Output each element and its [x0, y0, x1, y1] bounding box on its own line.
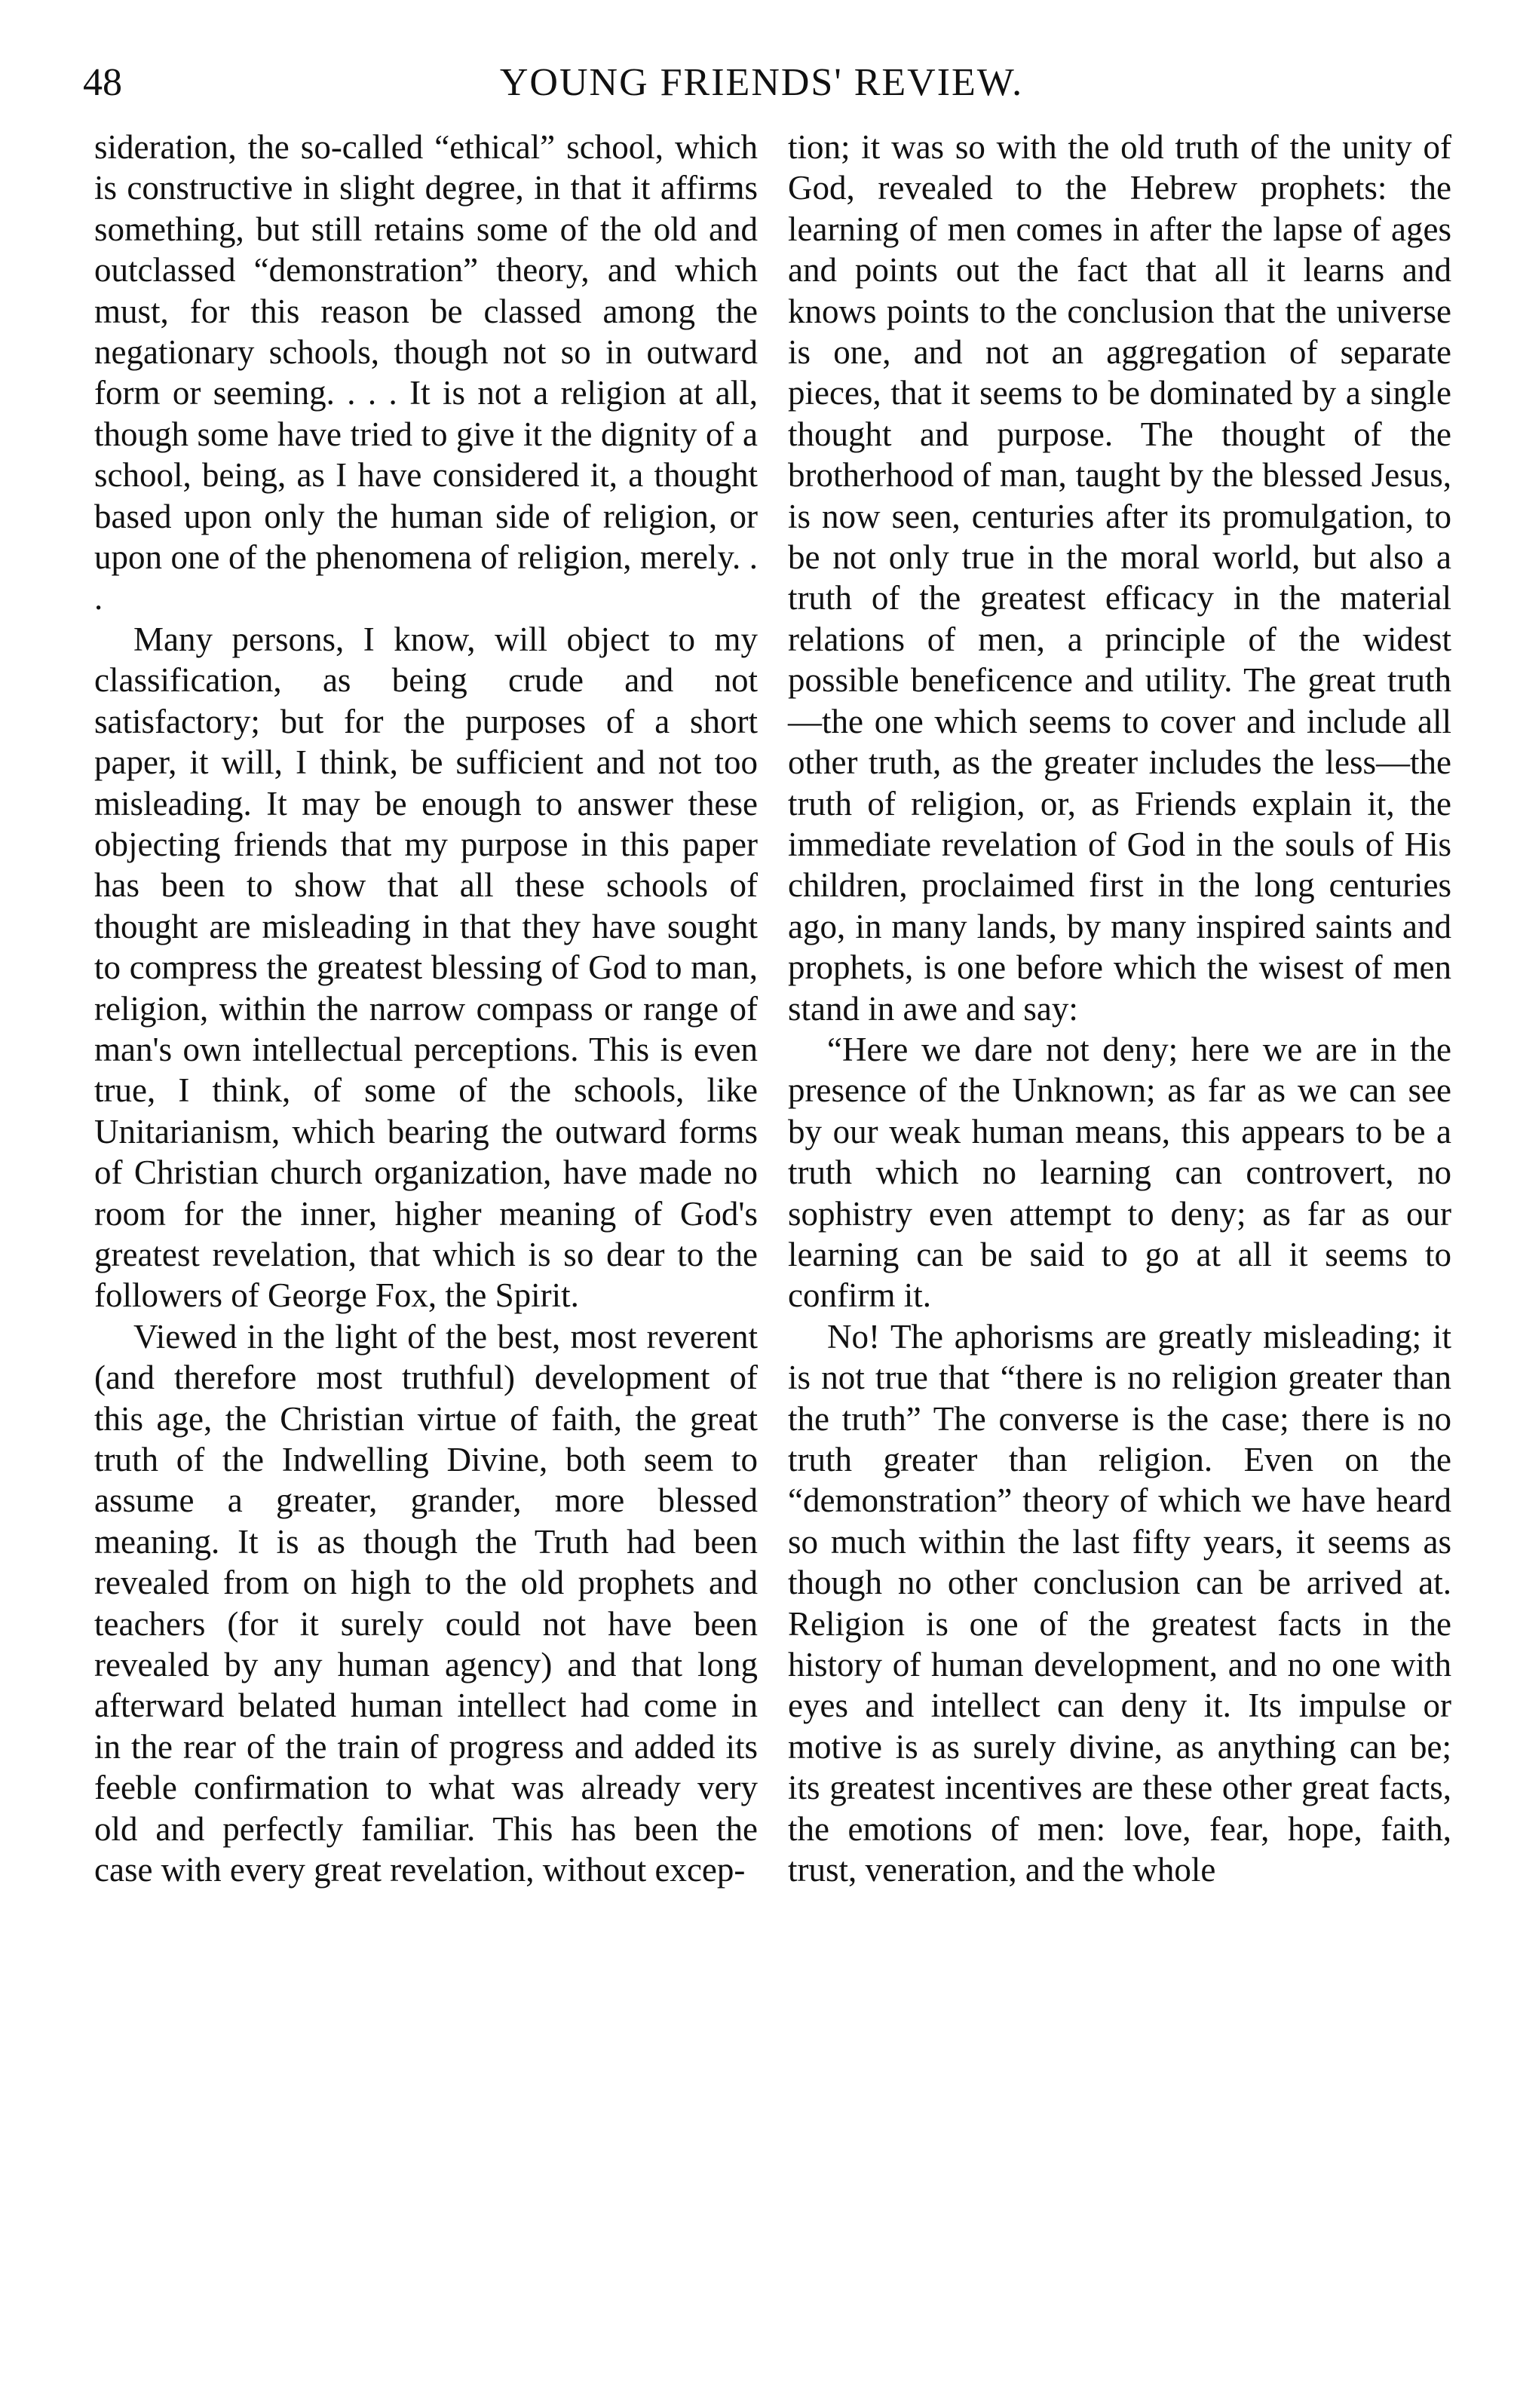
paragraph-continued: tion; it was so with the old truth of the unity of God, revealed to the Hebrew prophets: the learning of men comes in after the lapse of ages and points out the fact that all it learns and knows points to the conclusion that the universe is one, and not an aggregation of separate pieces, that it seems to be dominated by a single thought and purpose. The thought of the brotherhood of man, taught by the blessed Jesus, is now seen, centuries after its promulgation, to be not only true in the moral world, but also a truth of the greatest efficacy in the material relations of men, a principle of the widest possible beneficence and utility. The great truth—the one which seems to cover and include all other truth, as the greater includes the less—the truth of religion, or, as Friends explain it, the immediate revelation of God in the souls of His children, proclaimed first in the long centuries ago, in many lands, by many inspired saints and prophets, is one before which the wisest of men stand in awe and say: — [788, 128, 1451, 1028]
paragraph: Many persons, I know, will object to my classification, as being crude and not satisfactory; but for the purposes of a short paper, it will, I think, be sufficient and not too misleading. It may be enough to answer these objecting friends that my purpose in this paper has been to show that all these schools of thought are misleading in that they have sought to compress the greatest blessing of God to man, religion, within the narrow compass or range of man's own intellectual perceptions. This is even true, I think, of some of the schools, like Unitarianism, which bearing the outward forms of Christian church organization, have made no room for the inner, higher meaning of God's greatest revelation, that which is so dear to the followers of George Fox, the Spirit. — [94, 620, 758, 1315]
paragraph: No! The aphorisms are greatly misleading; it is not true that “there is no religion greater than the truth” The converse is the case; there is no truth greater than religion. Even on the “demonstration” theory of which we have heard so much within the last fifty years, it seems as though no other conclusion can be arrived at. Religion is one of the greatest facts in the history of human development, and no one with eyes and intellect can deny it. Its impulse or motive is as surely divine, as anything can be; its greatest incentives are these other great facts, the emotions of men: love, fear, hope, faith, trust, veneration, and the whole — [788, 1317, 1451, 1889]
page-header — [83, 53, 1440, 113]
running-title: YOUNG FRIENDS' REVIEW. — [499, 61, 1024, 104]
paragraph-continued: sideration, the so-called “ethical” school, which is constructive in slight degree, in that it affirms something, but still retains some of the old and outclassed “demonstration” theory, and which must, for this reason be classed among the negationary schools, though not so in outward form or seeming. . . . It is not a religion at all, though some have tried to give it the dignity of a school, being, as I have considered it, a thought based upon only the human side of religion, or upon one of the phenomena of religion, merely. . . — [94, 128, 758, 617]
left-column — [94, 127, 758, 1890]
paragraph: “Here we dare not deny; here we are in the presence of the Unknown; as far as we can see by our weak human means, this appears to be a truth which no learning can controvert, no sophistry even attempt to deny; as far as our learning can be said to go at all it seems to confirm it. — [788, 1030, 1451, 1315]
page-number: 48 — [83, 61, 122, 104]
paragraph: Viewed in the light of the best, most reverent (and therefore most truthful) development of this age, the Christian virtue of faith, the great truth of the Indwelling Divine, both seem to assume a greater, grander, more blessed meaning. It is as though the Truth had been revealed from on high to the old prophets and teachers (for it surely could not have been revealed by any human agency) and that long afterward belated human intellect had come in in the rear of the train of progress and added its feeble confirmation to what was already very old and perfectly familiar. This has been the case with every great revelation, without excep- — [94, 1317, 758, 1889]
right-column — [788, 127, 1451, 1890]
